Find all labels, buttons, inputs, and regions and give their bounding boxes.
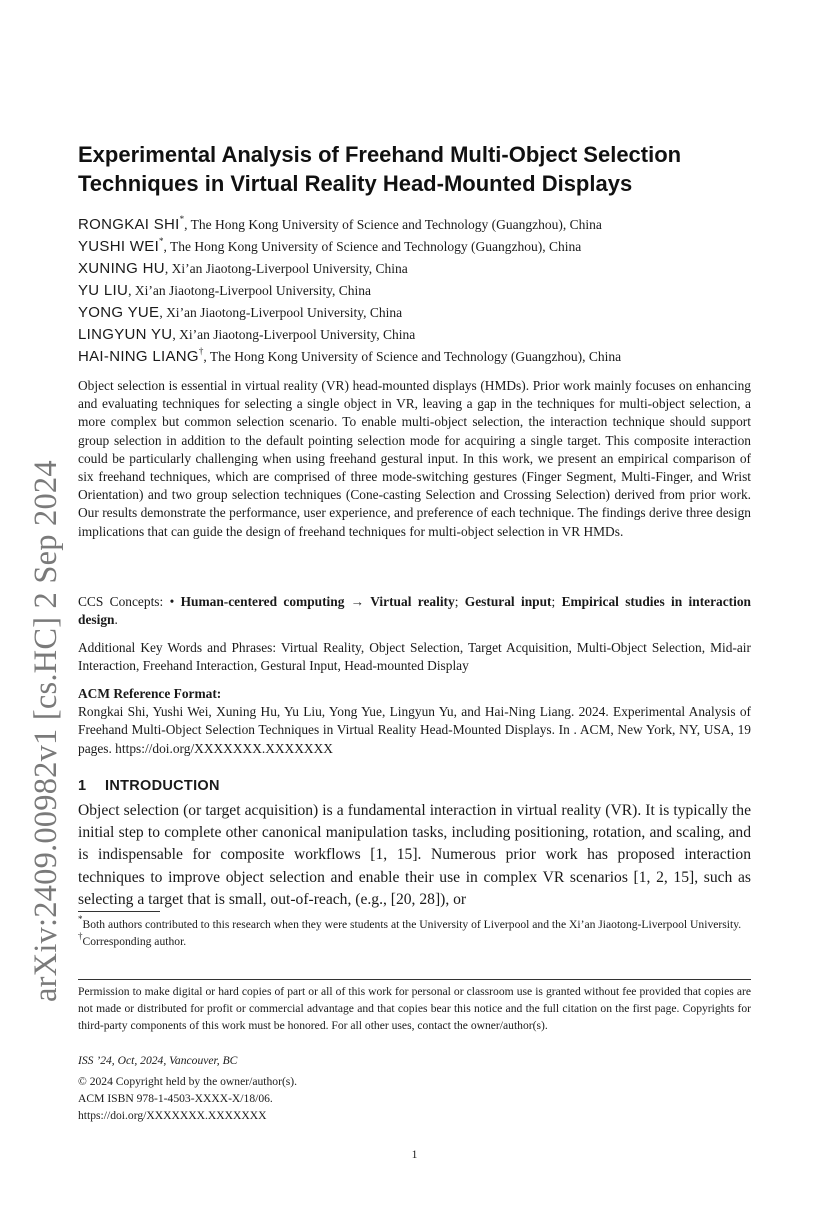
author-name: YU LIU [78, 282, 129, 299]
author-affiliation: , Xi’an Jiaotong-Liverpool University, China [128, 283, 371, 298]
footnote-2 [78, 933, 751, 950]
page-number: 1 [411, 1148, 418, 1161]
author-mark: * [159, 235, 164, 246]
author-mark: † [198, 345, 204, 356]
author-list [78, 214, 751, 368]
section-number: 1 [78, 778, 87, 794]
author-name: HAI-NING LIANG [78, 348, 199, 365]
footnote-1 [78, 916, 751, 933]
author-name: YUSHI WEI [78, 238, 160, 255]
ccs-separator: ; [454, 594, 465, 609]
ccs-separator: ; [551, 594, 562, 609]
footnote-text: Both authors contributed to this research when they were students at the University of Liverpool and the Xi’an Jiaotong-Liverpool University. [82, 918, 742, 931]
author-entry [78, 346, 751, 368]
footnotes [78, 916, 751, 950]
footnote-mark: * [78, 914, 83, 925]
author-affiliation: , The Hong Kong University of Science and Technology (Guangzhou), China [184, 217, 602, 232]
acm-reference-heading: ACM Reference Format: [78, 686, 222, 701]
section-heading [78, 776, 751, 796]
ccs-concept-3: Empirical studies in interaction design [78, 594, 751, 628]
footnote-text: Corresponding author. [82, 935, 187, 948]
footnote-rule [78, 911, 160, 912]
ccs-concepts [78, 593, 751, 629]
author-affiliation: , Xi’an Jiaotong-Liverpool University, China [159, 305, 403, 320]
venue: ISS ’24, Oct, 2024, Vancouver, BC [78, 1054, 238, 1067]
permission-rule [78, 979, 751, 980]
author-name: XUNING HU [78, 260, 165, 277]
author-mark: * [179, 213, 185, 224]
ccs-end: . [114, 612, 118, 628]
copyright-line: © 2024 Copyright held by the owner/author(s). [78, 1075, 298, 1088]
paper-title [78, 140, 751, 198]
author-name: RONGKAI SHI [78, 216, 180, 233]
author-affiliation: , Xi’an Jiaotong-Liverpool University, China [172, 327, 416, 342]
author-name: YONG YUE [78, 304, 160, 321]
doi-line: https://doi.org/XXXXXXX.XXXXXXX [78, 1109, 267, 1122]
ccs-concept-1: Human-centered computing → Virtual reality [180, 594, 455, 609]
section-title: INTRODUCTION [105, 778, 220, 794]
author-affiliation: , The Hong Kong University of Science and Technology (Guangzhou), China [163, 239, 582, 254]
abstract: Object selection is essential in virtual reality (VR) head-mounted displays (HMDs). Prior work mainly focuses on enhancing and evaluating techniques for selecting a single object in VR, leaving a gap in the techniques for multi-object selection, a more complex but common selection scenario. To enable multi-object selection, the interaction technique should support group selection in addition to the default pointing selection mode for acquiring a single target. This composite interaction could be particularly challenging when using freehand gestural input. In this work, we present an empirical comparison of six freehand techniques, which are comprised of three mode-switching gestures (Finger Segment, Multi-Finger, and Wrist Orientation) and two group selection techniques (Cone-casting Selection and Crossing Selection) derived from prior work. Our results demonstrate the performance, user experience, and preference of each technique. The findings derive three design implications that can guide the design of freehand techniques for multi-object selection in VR HMDs. [78, 378, 751, 539]
ccs-concept-2: Gestural input [464, 594, 552, 609]
acm-reference-format [78, 685, 751, 758]
author-affiliation: , Xi’an Jiaotong-Liverpool University, China [164, 261, 408, 276]
footnote-mark: † [78, 931, 83, 942]
author-name: LINGYUN YU [78, 326, 173, 343]
ccs-label: CCS Concepts: • [78, 594, 181, 609]
acm-reference-text: Rongkai Shi, Yushi Wei, Xuning Hu, Yu Liu, Yong Yue, Lingyun Yu, and Hai-Ning Liang. 2024. Experimental Analysis of Freehand Multi-Object Selection Techniques in Virtual Reality Head-Mounted Displays. In . ACM, New York, NY, USA, 19 pages. https://doi.org/XXXXXXX.XXXXXXX [78, 704, 751, 756]
introduction-paragraph: Object selection (or target acquisition) is a fundamental interaction in virtual reality (VR). It is typically the initial step to complete other canonical manipulation tasks, including positioning, rotation, and scaling, and is indispensable for composite workflows [1, 15]. Numerous prior work has proposed interaction techniques to improve object selection and enable their use in complex VR scenarios [1, 2, 15], such as selecting a target that is small, out-of-reach, (e.g., [20, 28]), or [78, 802, 751, 908]
title-line-1: Experimental Analysis of Freehand Multi-Object Selection [78, 142, 682, 167]
permission-notice: Permission to make digital or hard copies of part or all of this work for personal or classroom use is granted without fee provided that copies are not made or distributed for profit or commercial advantage and that copies bear this notice and the full citation on the first page. Copyrights for third-party components of this work must be honored. For all other uses, contact the owner/author(s). [78, 985, 751, 1032]
isbn-line: ACM ISBN 978-1-4503-XXXX-X/18/06. [78, 1092, 273, 1105]
author-entry [78, 236, 751, 258]
title-line-2: Techniques in Virtual Reality Head-Mounted Displays [78, 171, 633, 196]
arxiv-stamp: arXiv:2409.00982v1 [cs.HC] 2 Sep 2024 [28, 460, 64, 1002]
author-entry [78, 324, 751, 346]
author-entry [78, 258, 751, 280]
author-affiliation: , The Hong Kong University of Science and Technology (Guangzhou), China [203, 349, 622, 364]
author-entry [78, 214, 751, 236]
author-entry [78, 280, 751, 302]
keywords: Additional Key Words and Phrases: Virtual Reality, Object Selection, Target Acquisition, Multi-Object Selection, Mid-air Interaction, Freehand Interaction, Gestural Input, Head-mounted Display [78, 640, 751, 674]
copyright-block [78, 1073, 297, 1124]
author-entry [78, 302, 751, 324]
